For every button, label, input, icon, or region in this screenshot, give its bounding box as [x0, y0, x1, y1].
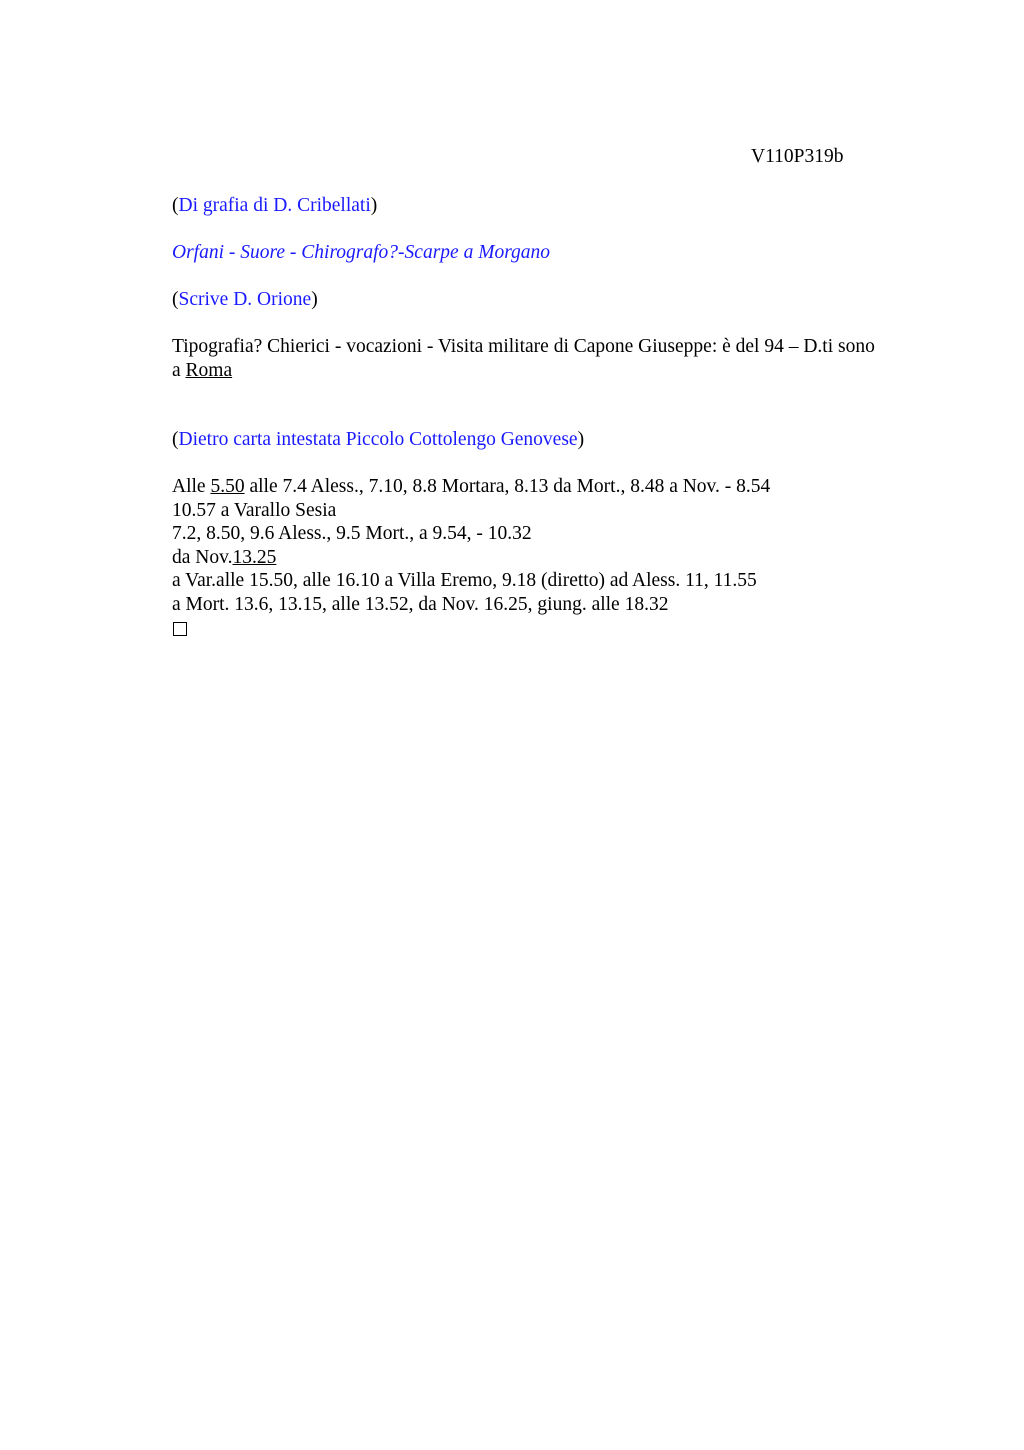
checkbox-square-icon: [173, 622, 187, 636]
schedule-line-2: 10.57 a Varallo Sesia: [172, 499, 337, 521]
scrive-open-paren: (: [172, 289, 179, 310]
schedule-line-4-prefix: da Nov.: [172, 546, 233, 568]
schedule-line-1-rest: alle 7.4 Aless., 7.10, 8.8 Mortara, 8.13 da Mort., 8.48 a Nov. - 8.54: [244, 476, 771, 497]
subject-line: Orfani - Suore - Chirografo?-Scarpe a Morgano: [172, 242, 551, 263]
grafia-note: [172, 194, 932, 218]
dietro-open-paren: (: [172, 429, 179, 450]
dietro-close-paren: ): [577, 429, 585, 450]
train-schedule: [172, 475, 932, 643]
scrive-note: [172, 288, 932, 312]
scrive-close-paren: ): [311, 289, 318, 310]
roma-underlined: Roma: [185, 359, 233, 381]
document-body: [172, 194, 932, 643]
schedule-line-6: a Mort. 13.6, 13.15, alle 13.52, da Nov. 16.25, giung. alle 18.32: [172, 593, 669, 615]
schedule-line-5: a Var.alle 15.50, alle 16.10 a Villa Eremo, 9.18 (diretto) ad Aless. 11, 11.55: [172, 570, 757, 591]
tipografia-line-2-prefix: a: [172, 359, 186, 381]
grafia-close-paren: ): [370, 195, 378, 216]
schedule-line-1: [172, 475, 932, 499]
tipografia-paragraph: [172, 335, 932, 382]
schedule-line-4: [172, 546, 932, 570]
scrive-text: Scrive D. Orione: [178, 289, 312, 310]
dietro-text: Dietro carta intestata Piccolo Cottolengo Genovese: [178, 429, 578, 450]
document-reference-code: V110P319b: [751, 146, 844, 167]
schedule-line-1-prefix: Alle: [172, 476, 211, 497]
dietro-note: [172, 428, 932, 452]
tipografia-line-2: [172, 359, 932, 383]
schedule-time-underlined-2: 13.25: [232, 546, 277, 568]
grafia-text: Di grafia di D. Cribellati: [178, 195, 371, 216]
tipografia-line-1: Tipografia? Chierici - vocazioni - Visita militare di Capone Giuseppe: è del 94 – D.ti sono: [172, 336, 875, 357]
grafia-open-paren: (: [172, 195, 179, 216]
schedule-line-3: 7.2, 8.50, 9.6 Aless., 9.5 Mort., a 9.54, - 10.32: [172, 523, 532, 544]
schedule-time-underlined: 5.50: [210, 476, 245, 497]
